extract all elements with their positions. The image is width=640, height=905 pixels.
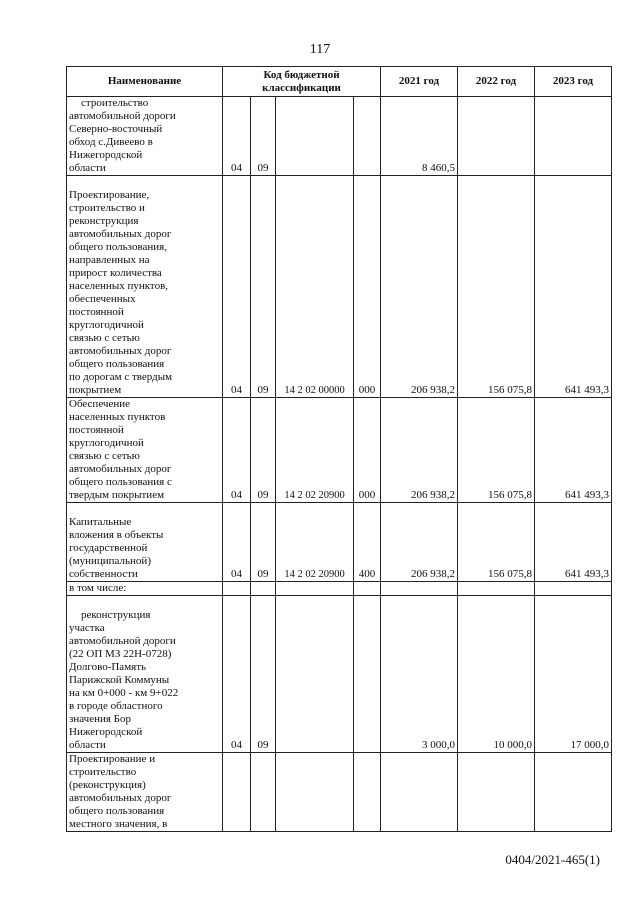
target-article-code <box>276 753 354 832</box>
amount-2022: 156 075,8 <box>458 398 535 503</box>
target-article-code: 14 2 02 00000 <box>276 176 354 398</box>
target-article-code <box>276 97 354 176</box>
row-name: Капитальные вложения в объекты государственной (муниципальной) собственности <box>67 503 223 582</box>
budget-table <box>66 66 612 832</box>
section-code <box>223 753 251 832</box>
table-header-row <box>67 67 612 97</box>
subsection-code: 09 <box>251 176 276 398</box>
amount-2023: 17 000,0 <box>535 596 612 753</box>
header-budget-code: Код бюджетной классификации <box>223 67 381 97</box>
header-2021: 2021 год <box>381 67 458 97</box>
amount-2022 <box>458 97 535 176</box>
amount-2021: 206 938,2 <box>381 398 458 503</box>
header-2022: 2022 год <box>458 67 535 97</box>
subsection-code <box>251 753 276 832</box>
document-code: 0404/2021-465(1) <box>505 852 600 867</box>
section-code: 04 <box>223 596 251 753</box>
amount-2022: 156 075,8 <box>458 503 535 582</box>
amount-2021: 206 938,2 <box>381 176 458 398</box>
row-name: строительство автомобильной дороги Северно-восточный обход с.Дивеево в Нижегородской области <box>67 97 223 176</box>
row-name: Проектирование и строительство (реконструкция) автомобильных дорог общего пользования местного значения, в <box>67 753 223 832</box>
subsection-code: 09 <box>251 398 276 503</box>
amount-2023 <box>535 753 612 832</box>
amount-2022 <box>458 753 535 832</box>
expense-type-code: 000 <box>354 176 381 398</box>
expense-type-code: 400 <box>354 503 381 582</box>
header-2023: 2023 год <box>535 67 612 97</box>
expense-type-code <box>354 596 381 753</box>
amount-2021: 206 938,2 <box>381 503 458 582</box>
amount-2023 <box>535 97 612 176</box>
table-row <box>67 398 612 503</box>
amount-2022: 156 075,8 <box>458 176 535 398</box>
page-number: 117 <box>309 42 331 57</box>
table-row <box>67 753 612 832</box>
table-row <box>67 97 612 176</box>
amount-2021: 3 000,0 <box>381 596 458 753</box>
section-code: 04 <box>223 97 251 176</box>
subsection-code: 09 <box>251 503 276 582</box>
expense-type-code <box>354 97 381 176</box>
section-code <box>223 582 251 596</box>
subsection-code <box>251 582 276 596</box>
amount-2021: 8 460,5 <box>381 97 458 176</box>
row-name: Обеспечение населенных пунктов постоянной круглогодичной связью с сетью автомобильных дорог общего пользования с твердым покрытием <box>67 398 223 503</box>
section-code: 04 <box>223 398 251 503</box>
subsection-code: 09 <box>251 97 276 176</box>
amount-2021 <box>381 582 458 596</box>
target-article-code <box>276 582 354 596</box>
row-name: реконструкция участка автомобильной дороги (22 ОП МЗ 22Н-0728) Долгово-Память Парижской Коммуны на км 0+000 - км 9+022 в городе областного значения Бор Нижегородской области <box>67 596 223 753</box>
expense-type-code: 000 <box>354 398 381 503</box>
table-row <box>67 582 612 596</box>
table-row <box>67 596 612 753</box>
amount-2023 <box>535 582 612 596</box>
amount-2023: 641 493,3 <box>535 398 612 503</box>
amount-2022: 10 000,0 <box>458 596 535 753</box>
target-article-code: 14 2 02 20900 <box>276 398 354 503</box>
amount-2021 <box>381 753 458 832</box>
section-code: 04 <box>223 176 251 398</box>
amount-2023: 641 493,3 <box>535 176 612 398</box>
expense-type-code <box>354 582 381 596</box>
expense-type-code <box>354 753 381 832</box>
section-code: 04 <box>223 503 251 582</box>
header-name: Наименование <box>67 67 223 97</box>
subsection-code: 09 <box>251 596 276 753</box>
target-article-code <box>276 596 354 753</box>
amount-2022 <box>458 582 535 596</box>
target-article-code: 14 2 02 20900 <box>276 503 354 582</box>
row-name: в том числе: <box>67 582 223 596</box>
row-name: Проектирование, строительство и реконструкция автомобильных дорог общего пользования, направленных на прирост количества населенных пунктов, обеспеченных постоянной круглогодичной связью с сетью автомобильных дорог общего пользования по дорогам с твердым покрытием <box>67 176 223 398</box>
amount-2023: 641 493,3 <box>535 503 612 582</box>
table-row <box>67 176 612 398</box>
table-row <box>67 503 612 582</box>
